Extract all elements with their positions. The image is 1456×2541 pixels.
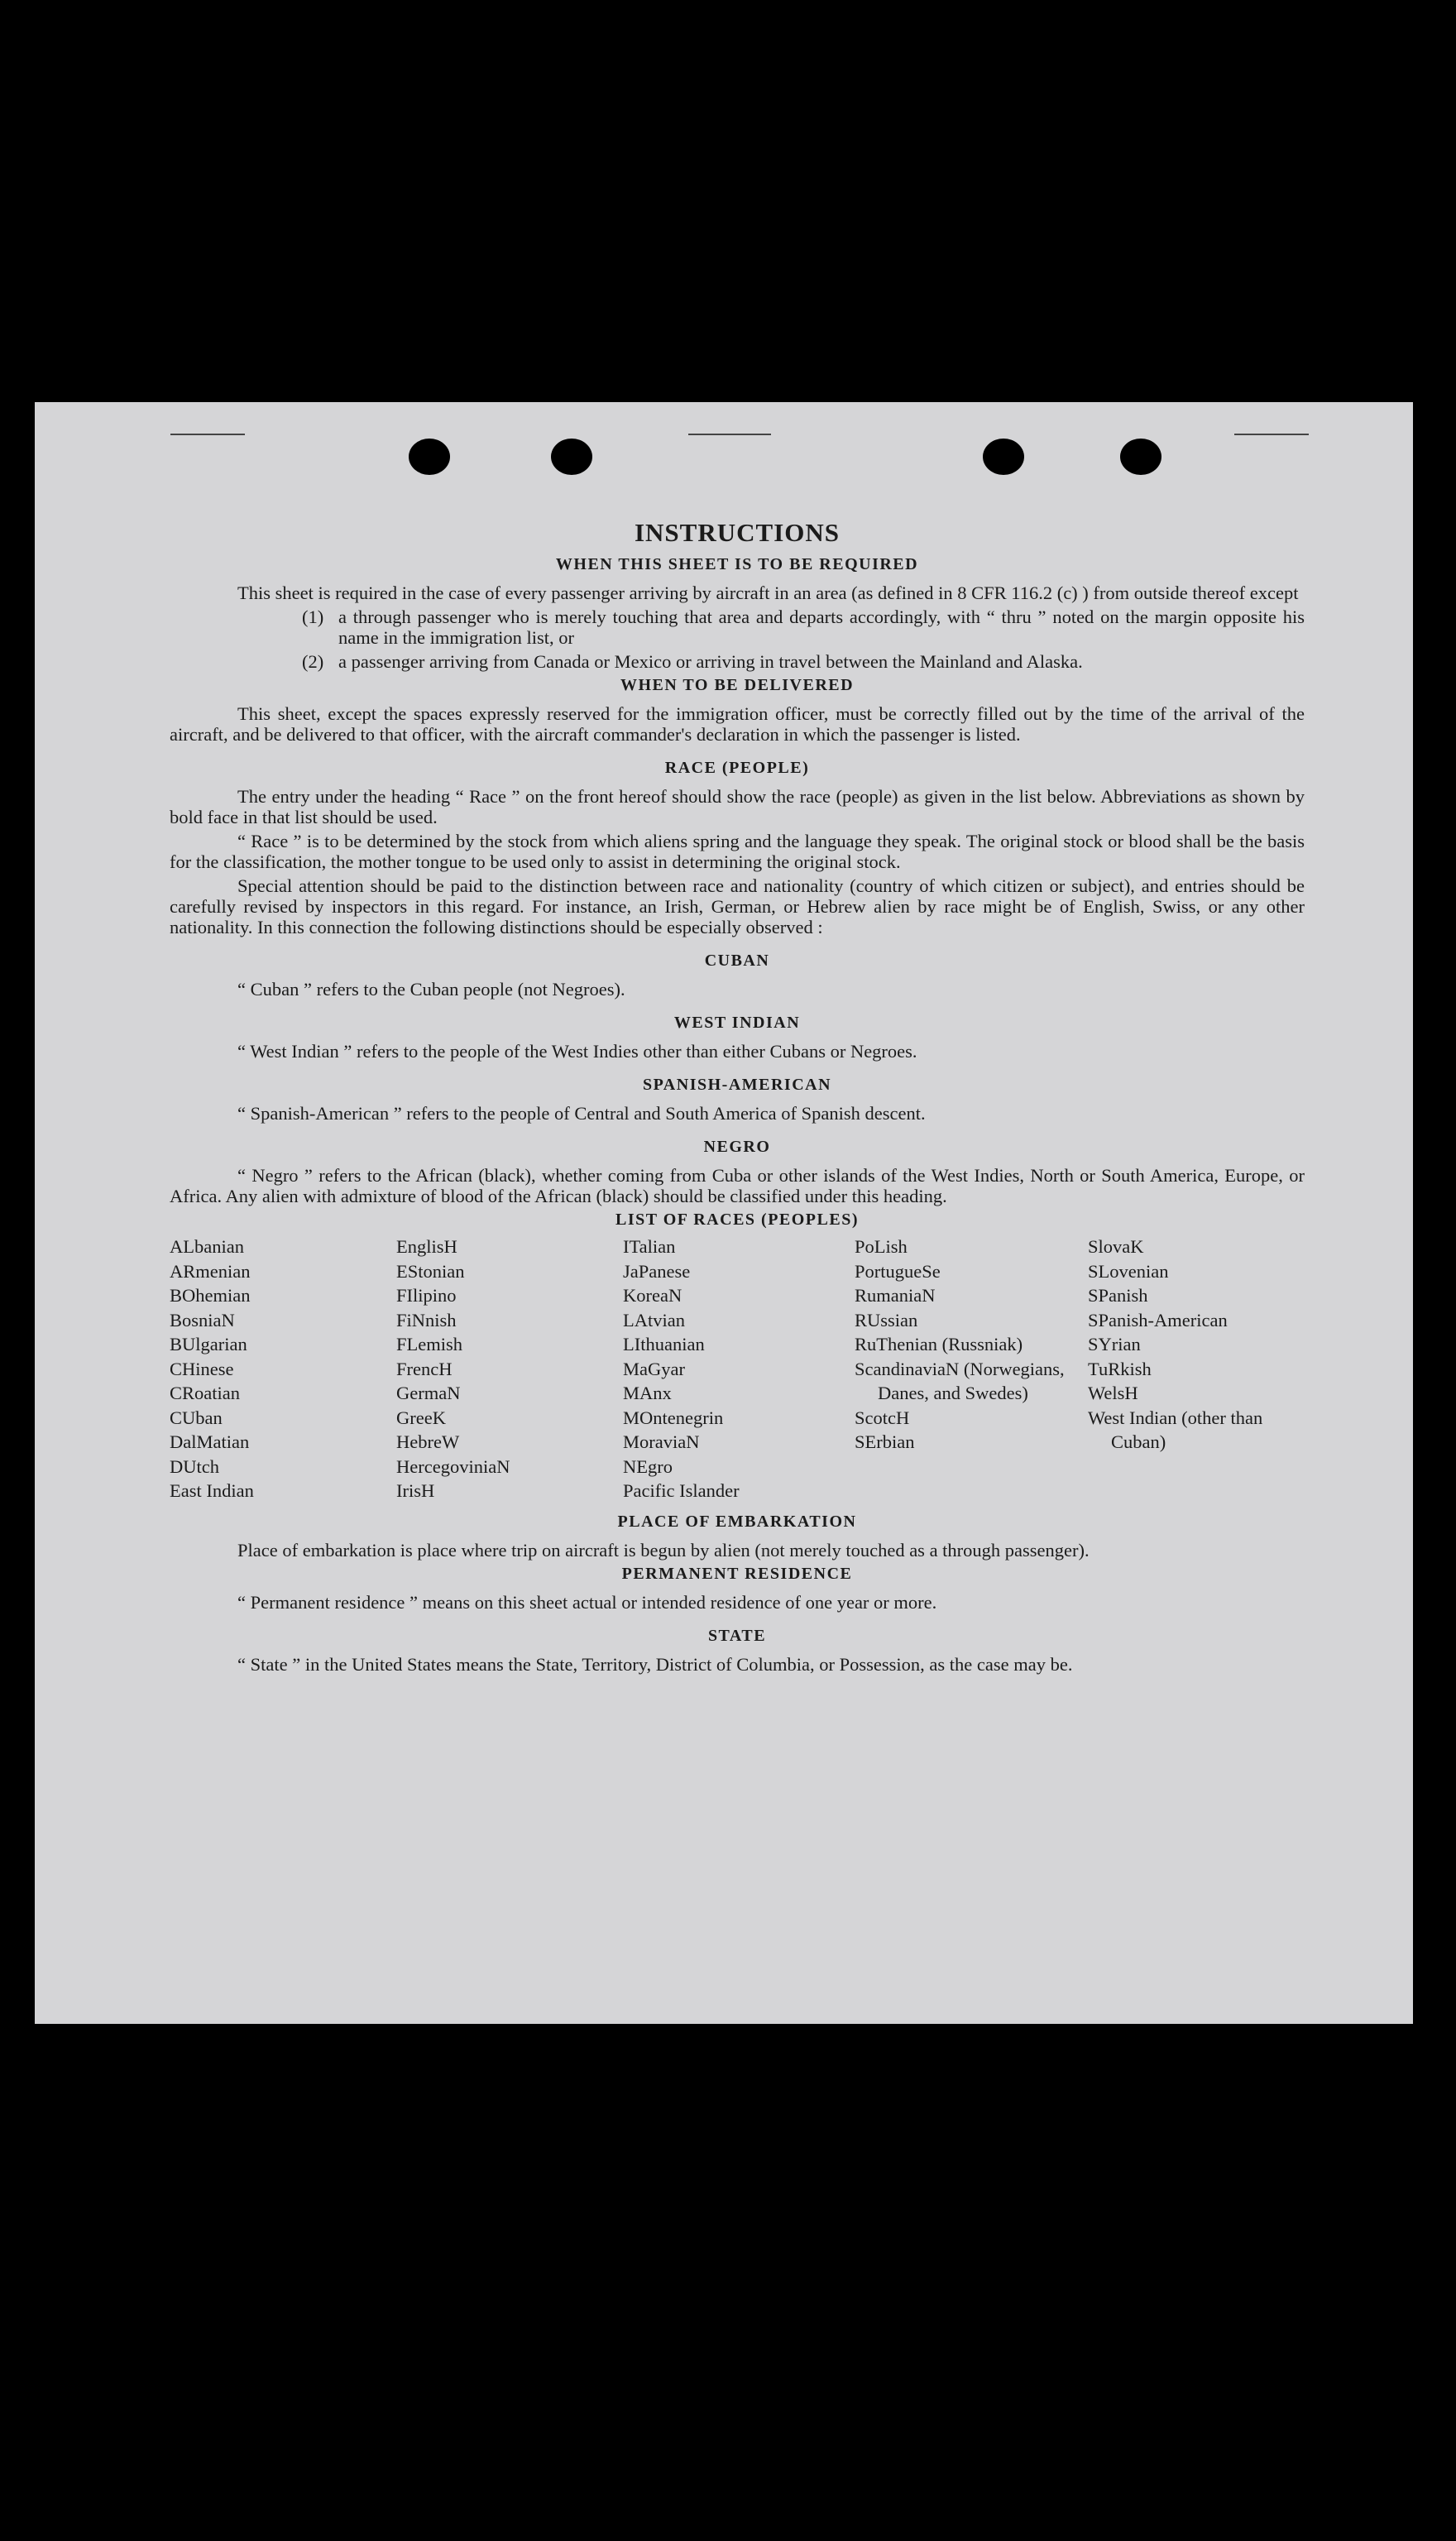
heading-spanish-american: SPANISH-AMERICAN	[642, 1076, 832, 1094]
race-entry: SPanish-American	[1088, 1309, 1228, 1330]
race-entry: BOhemian	[170, 1285, 251, 1306]
instruction-sheet	[35, 402, 1413, 2024]
race-paragraph-3: Special attention should be paid to the distinction between race and nationality (country of which citizen or subject), and entries should be carefully revised by inspectors in this regard. For instance, an Irish, German, or Hebrew alien by race might be of English, Swiss, or any other nationality. In this connection the following distinctions should be especially observed :	[170, 875, 1305, 937]
races-column-2	[396, 1235, 623, 1503]
race-entry: FLemish	[396, 1334, 463, 1354]
race-paragraph-2: “ Race ” is to be determined by the stock from which aliens spring and the language they speak. The original stock or blood shall be the basis for the classification, the mother tongue to be used only to assist in determining the original stock.	[170, 831, 1305, 872]
race-entry: FrencH	[396, 1358, 453, 1379]
embarkation-text: Place of embarkation is place where trip on aircraft is begun by alien (not merely touched as a through passenger).	[237, 1539, 1090, 1561]
race-entry: NEgro	[623, 1455, 673, 1477]
races-column-3	[623, 1235, 855, 1503]
heading-embarkation: PLACE OF EMBARKATION	[617, 1512, 857, 1531]
race-entry: ScandinaviaN (Norwegians, Danes, and Swedes)	[855, 1358, 1065, 1403]
race-entry: PoLish	[855, 1236, 908, 1257]
race-entry: DUtch	[170, 1455, 219, 1477]
race-entry: RUssian	[855, 1309, 918, 1330]
exception-text: a passenger arriving from Canada or Mexico or arriving in travel between the Mainland and Alaska.	[338, 651, 1083, 672]
when-required-intro: This sheet is required in the case of every passenger arriving by aircraft in an area (as defined in 8 CFR 116.2 (c) ) from outside thereof except	[237, 583, 1299, 603]
race-paragraph-1: The entry under the heading “ Race ” on the front hereof should show the race (people) as given in the list below. Abbreviations as shown by bold face in that list should be used.	[170, 786, 1305, 827]
race-entry: ARmenian	[170, 1260, 251, 1282]
race-entry: DalMatian	[170, 1431, 250, 1452]
race-entry: West Indian (other than Cuban)	[1088, 1407, 1263, 1452]
spanish-american-text: “ Spanish-American ” refers to the people of Central and South America of Spanish descent.	[237, 1103, 926, 1124]
residence-text: “ Permanent residence ” means on this sheet actual or intended residence of one year or more.	[237, 1591, 937, 1613]
race-entry: EnglisH	[396, 1236, 457, 1257]
west-indian-text: “ West Indian ” refers to the people of the West Indies other than either Cubans or Negroes.	[237, 1041, 917, 1062]
race-entry: Pacific Islander	[623, 1480, 740, 1501]
instructions-content	[170, 518, 1305, 1678]
margin-mark	[688, 434, 771, 435]
race-entry: HercegoviniaN	[396, 1455, 510, 1477]
punch-hole-1	[409, 439, 450, 475]
race-entry: SPanish	[1088, 1285, 1148, 1306]
race-entry: SlovaK	[1088, 1236, 1144, 1257]
race-entry: LAtvian	[623, 1309, 685, 1330]
race-entry: RuThenian (Russniak)	[855, 1334, 1023, 1354]
race-entry: MaGyar	[623, 1358, 685, 1379]
exception-text: a through passenger who is merely touching that area and departs accordingly, with “ thru ” noted on the margin opposite his name in the immigration list, or	[338, 606, 1305, 648]
race-entry: FiNnish	[396, 1309, 457, 1330]
race-entry: CRoatian	[170, 1383, 240, 1403]
races-column-5	[1088, 1235, 1305, 1503]
race-entry: MOntenegrin	[623, 1407, 724, 1428]
state-text: “ State ” in the United States means the State, Territory, District of Columbia, or Possession, as the case may be.	[237, 1653, 1073, 1675]
race-entry: WelsH	[1088, 1383, 1138, 1403]
race-entry: ALbanian	[170, 1236, 244, 1257]
punch-hole-2	[551, 439, 592, 475]
race-entry: FIlipino	[396, 1285, 457, 1306]
negro-text: “ Negro ” refers to the African (black), whether coming from Cuba or other islands of the West Indies, North or South America, Europe, or Africa. Any alien with admixture of blood of the African (black) should be classified under this heading.	[170, 1165, 1305, 1206]
race-entry: PortugueSe	[855, 1260, 941, 1282]
race-entry: SErbian	[855, 1431, 915, 1452]
race-entry: RumaniaN	[855, 1285, 936, 1306]
race-entry: GreeK	[396, 1407, 446, 1428]
exception-number: (2)	[302, 651, 324, 672]
race-entry: CUban	[170, 1407, 223, 1428]
races-list	[170, 1235, 1305, 1503]
heading-west-indian: WEST INDIAN	[673, 1014, 801, 1032]
punch-hole-4	[1120, 439, 1161, 475]
when-delivered-text: This sheet, except the spaces expressly reserved for the immigration officer, must be correctly filled out by the time of the arrival of the aircraft, and be delivered to that officer, with the aircraft commander's declaration in which the passenger is listed.	[170, 703, 1305, 745]
race-entry: IrisH	[396, 1480, 435, 1501]
race-entry: SYrian	[1088, 1334, 1141, 1354]
race-entry: SLovenian	[1088, 1260, 1169, 1282]
heading-state: STATE	[707, 1626, 767, 1645]
exception-number: (1)	[302, 606, 324, 627]
race-entry: BUlgarian	[170, 1334, 247, 1354]
exception-item-1	[302, 606, 1305, 648]
margin-mark	[170, 434, 245, 435]
race-entry: GermaN	[396, 1383, 461, 1403]
race-entry: JaPanese	[623, 1260, 691, 1282]
race-entry: ITalian	[623, 1236, 676, 1257]
race-entry: MAnx	[623, 1383, 672, 1403]
races-column-1	[170, 1235, 396, 1503]
race-entry: KoreaN	[623, 1285, 682, 1306]
race-entry: East Indian	[170, 1480, 254, 1501]
heading-list-of-races: LIST OF RACES (PEOPLES)	[615, 1211, 859, 1229]
heading-when-required: WHEN THIS SHEET IS TO BE REQUIRED	[555, 555, 919, 573]
race-entry: EStonian	[396, 1260, 465, 1282]
race-entry: MoraviaN	[623, 1431, 700, 1452]
exception-item-2	[302, 651, 1305, 672]
race-entry: LIthuanian	[623, 1334, 705, 1354]
punch-hole-3	[983, 439, 1024, 475]
heading-when-delivered: WHEN TO BE DELIVERED	[620, 676, 855, 694]
race-entry: BosniaN	[170, 1309, 235, 1330]
race-entry: ScotcH	[855, 1407, 910, 1428]
race-entry: CHinese	[170, 1358, 234, 1379]
race-entry: HebreW	[396, 1431, 460, 1452]
cuban-text: “ Cuban ” refers to the Cuban people (not Negroes).	[237, 979, 625, 1000]
races-column-4	[855, 1235, 1088, 1503]
heading-negro: NEGRO	[703, 1138, 771, 1156]
race-entry: TuRkish	[1088, 1358, 1152, 1379]
margin-mark	[1234, 434, 1309, 435]
page-title: INSTRUCTIONS	[634, 518, 840, 547]
heading-cuban: CUBAN	[704, 952, 770, 970]
heading-residence: PERMANENT RESIDENCE	[621, 1564, 853, 1583]
heading-race: RACE (PEOPLE)	[664, 759, 810, 777]
